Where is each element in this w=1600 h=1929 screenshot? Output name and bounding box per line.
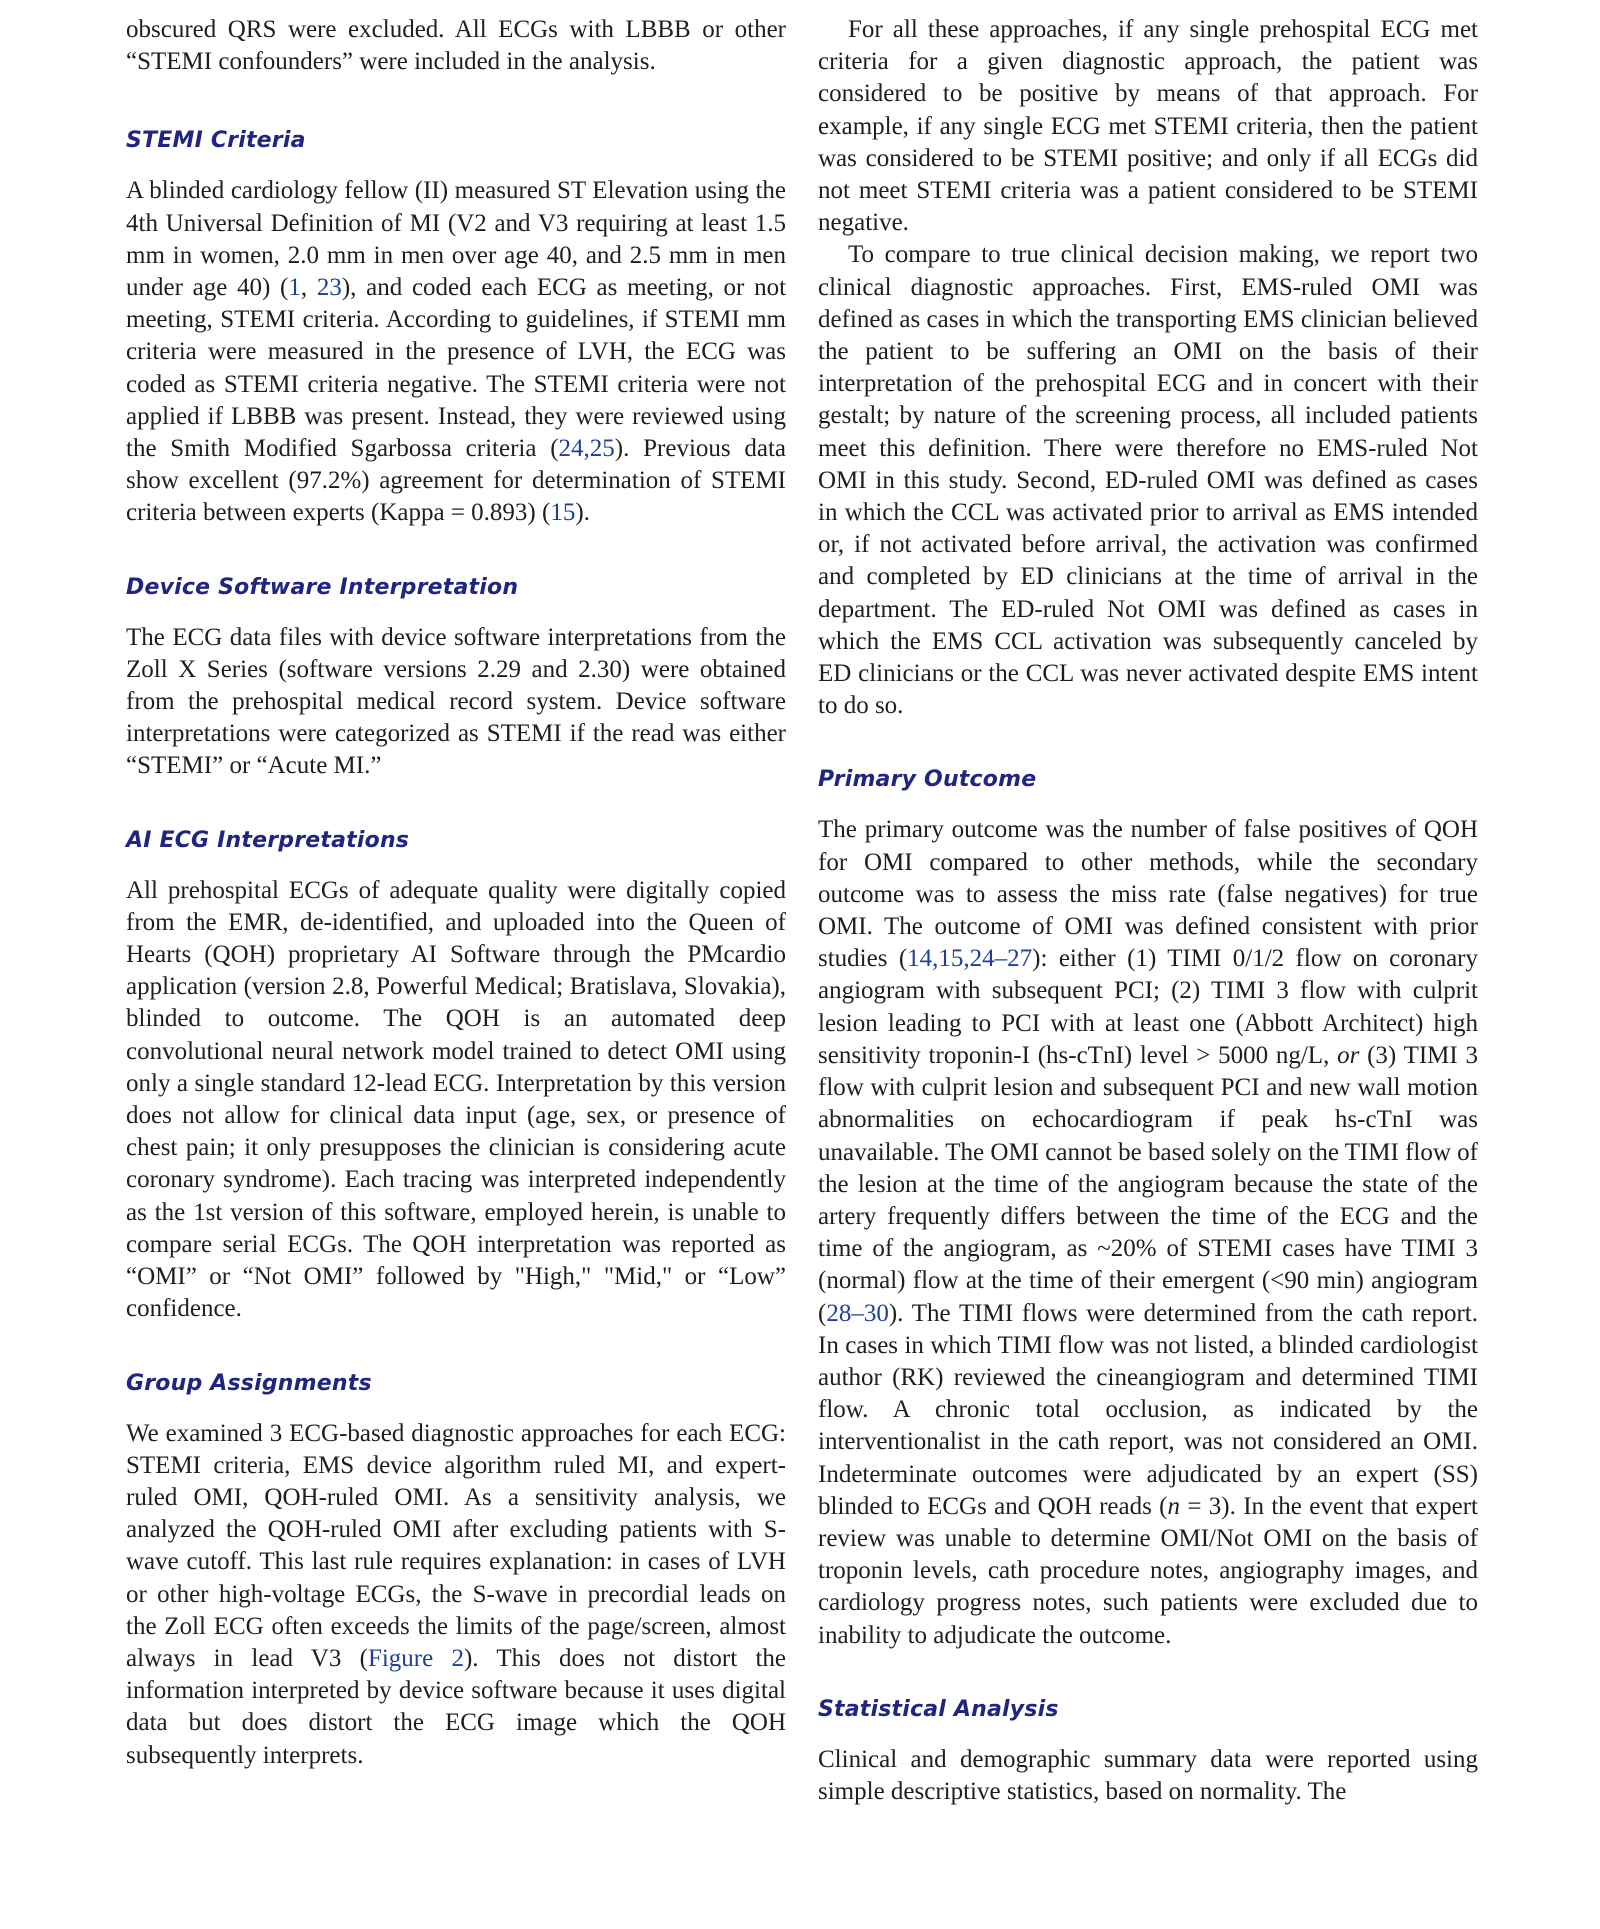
group-text-2: ). This does not distort the information interpreted by device software because it uses digital data but does distort the ECG image which the QOH subsequently interprets.	[126, 1644, 786, 1769]
reference-link[interactable]: 23	[316, 274, 342, 302]
reference-link[interactable]: 1	[288, 274, 301, 302]
primary-or: or	[1337, 1041, 1360, 1069]
group-text-1: We examined 3 ECG-based diagnostic approaches for each ECG: STEMI criteria, EMS device algorithm ruled MI, and expert-ruled OMI, QOH-ruled OMI. As a sensitivity analysis, we analyzed the QOH-ruled OMI after excluding patients with S-wave cutoff. This last rule requires explanation: in cases of LVH or other high-voltage ECGs, the S-wave in precordial leads on the Zoll ECG often exceeds the limits of the page/screen, almost always in lead V3 (	[126, 1419, 786, 1672]
stemi-text-2: ), and coded each ECG as meeting, or not meeting, STEMI criteria. According to guidelines, if STEMI mm criteria were measured in the presence of LVH, the ECG was coded as STEMI criteria negative. The STEMI criteria were not applied if LBBB was present. Instead, they were reviewed using the Smith Modified Sgarbossa criteria (	[126, 274, 787, 463]
ai-ecg-paragraph: All prehospital ECGs of adequate quality were digitally copied from the EMR, de-identified, and uploaded into the Queen of Hearts (QOH) proprietary AI Software through the PMcardio application (version 2.8, Powerful Medical; Bratislava, Slovakia), blinded to outcome. The QOH is an automated deep convolutional neural network model trained to detect OMI using only a single standard 12-lead ECG. Interpretation by this version does not allow for clinical data input (age, sex, or presence of chest pain; it only presupposes the clinician is considering acute coronary syndrome). Each tracing was interpreted independently as the 1st version of this software, employed herein, is unable to compare serial ECGs. The QOH interpretation was reported as “OMI” or “Not OMI” followed by "High," "Mid," or “Low” confidence.	[126, 876, 786, 1323]
stemi-criteria-heading: STEMI Criteria	[126, 128, 306, 154]
statistical-analysis-heading: Statistical Analysis	[818, 1696, 1059, 1722]
device-software-paragraph: The ECG data files with device software interpretations from the Zoll X Series (software versions 2.29 and 2.30) were obtained from the prehospital medical record system. Device software interpretations were categorized as STEMI if the read was either “STEMI” or “Acute MI.”	[126, 623, 786, 780]
stemi-criteria-paragraph	[126, 175, 786, 529]
stemi-text-3: ). Previous data show excellent (97.2%) agreement for determination of STEMI criteria between experts (Kappa = 0.893) (	[126, 435, 787, 527]
primary-text-1: The primary outcome was the number of false positives of QOH for OMI compared to other methods, while the secondary outcome was to assess the miss rate (false negatives) for true OMI. The outcome of OMI was defined consistent with prior studies (	[818, 816, 1478, 973]
stemi-sep-1: ,	[300, 274, 317, 302]
group-assignments-paragraph	[126, 1418, 786, 1772]
clinical-approaches-paragraph: To compare to true clinical decision making, we report two clinical diagnostic approaches. First, EMS-ruled OMI was defined as cases in which the transporting EMS clinician believed the patient to be suffering an OMI on the basis of their interpretation of the prehospital ECG and in concert with their gestalt; by nature of the screening process, all included patients meet this definition. There were therefore no EMS-ruled Not OMI in this study. Second, ED-ruled OMI was defined as cases in which the CCL was activated prior to arrival as EMS intended or, if not activated before arrival, the activation was confirmed and completed by ED clinicians at the time of arrival in the department. The ED-ruled Not OMI was defined as cases in which the EMS CCL activation was subsequently canceled by ED clinicians or the CCL was never activated despite EMS intent to do so.	[818, 241, 1478, 720]
statistical-analysis-paragraph: Clinical and demographic summary data were reported using simple descriptive statistics, based on normality. The	[818, 1745, 1478, 1805]
group-assignments-heading: Group Assignments	[126, 1370, 372, 1396]
device-software-heading: Device Software Interpretation	[126, 574, 519, 600]
primary-text-3: (3) TIMI 3 flow with culprit lesion and subsequent PCI and new wall motion abnormalities on echocardiogram if peak hs-cTnI was unavailable. The OMI cannot be based solely on the TIMI flow of the lesion at the time of the angiogram because the state of the artery frequently differs between the time of the ECG and the time of the angiogram, as ~20% of STEMI cases have TIMI 3 (normal) flow at the time of their emergent (<90 min) angiogram (	[818, 1041, 1479, 1327]
reference-link[interactable]: 24,25	[558, 435, 615, 463]
primary-text-2: ): either (1) TIMI 0/1/2 flow on coronary angiogram with subsequent PCI; (2) TIMI 3 flow with culprit lesion leading to PCI with at least one (Abbott Architect) high sensitivity troponin-I (hs-cTnI) level > 5000 ng/L,	[818, 945, 1478, 1069]
left-column	[126, 14, 786, 1772]
primary-outcome-paragraph	[818, 814, 1478, 1651]
stemi-text-1: A blinded cardiology fellow (II) measured ST Elevation using the 4th Universal Definition of MI (V2 and V3 requiring at least 1.5 mm in women, 2.0 mm in men over age 40, and 2.5 mm in men under age 40) (	[126, 177, 786, 302]
intro-paragraph: obscured QRS were excluded. All ECGs with LBBB or other “STEMI confounders” were included in the analysis.	[126, 16, 786, 76]
primary-text-4: ). The TIMI flows were determined from the cath report. In cases in which TIMI flow was not listed, a blinded cardiologist author (RK) reviewed the cineangiogram and determined TIMI flow. A chronic total occlusion, as indicated by the interventionalist in the cath report, was not considered an OMI. Indeterminate outcomes were adjudicated by an expert (SS) blinded to ECGs and QOH reads (	[818, 1299, 1478, 1520]
ai-ecg-heading: AI ECG Interpretations	[126, 827, 410, 853]
figure-link[interactable]: Figure 2	[367, 1644, 464, 1672]
reference-link[interactable]: 15	[550, 499, 576, 527]
reference-link[interactable]: 28–30	[826, 1299, 889, 1327]
stemi-text-4: ).	[575, 499, 590, 527]
reference-link[interactable]: 14,15,24–27	[907, 945, 1033, 973]
n-variable: n	[1167, 1492, 1181, 1520]
right-column	[818, 14, 1478, 1808]
primary-outcome-heading: Primary Outcome	[818, 767, 1037, 793]
approaches-paragraph: For all these approaches, if any single prehospital ECG met criteria for a given diagnostic approach, the patient was considered to be positive by means of that approach. For example, if any single ECG met STEMI criteria, then the patient was considered to be STEMI positive; and only if all ECGs did not meet STEMI criteria was a patient considered to be STEMI negative.	[818, 16, 1478, 237]
primary-text-5: = 3). In the event that expert review was unable to determine OMI/Not OMI on the basis of troponin levels, cath procedure notes, angiography images, and cardiology progress notes, such patients were excluded due to inability to adjudicate the outcome.	[818, 1492, 1478, 1649]
